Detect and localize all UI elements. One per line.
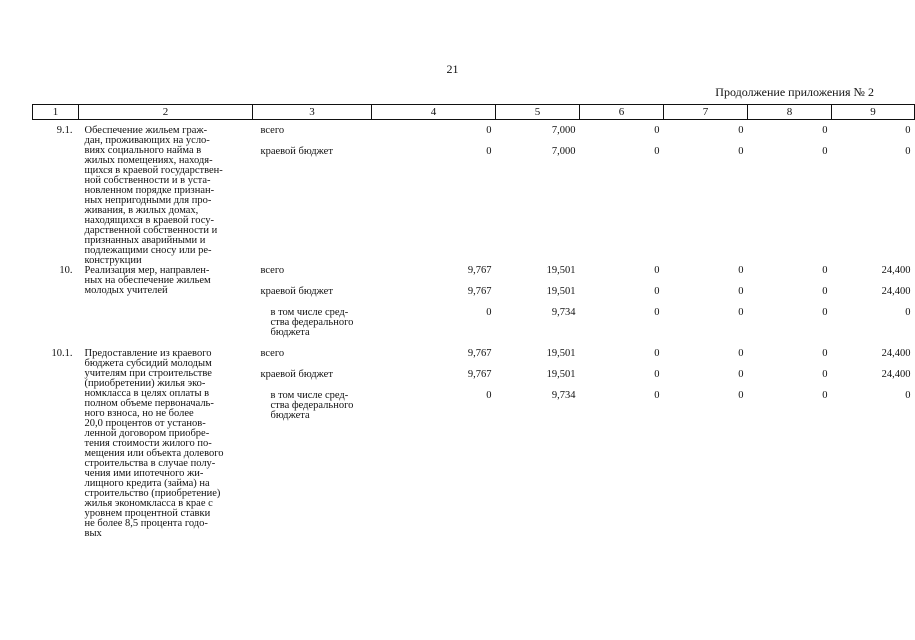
value-cell: 0 [654,390,660,401]
column-number: 9 [832,105,915,120]
funding-source-column [253,266,372,349]
value-column [580,266,664,349]
table-row [33,126,915,266]
value-cell: 9,767 [467,286,492,297]
value-cell: 0 [738,125,744,136]
value-column [580,349,664,539]
value-cell: 9,734 [551,307,576,318]
funding-source: краевой бюджет [260,286,333,297]
funding-source: краевой бюджет [260,369,333,380]
value-column [372,266,496,349]
value-cell: 0 [905,125,911,136]
column-number-row [33,105,915,120]
value-cell: 0 [738,307,744,318]
row-index: 10.1. [51,348,73,359]
value-column [496,349,580,539]
value-cell: 0 [738,390,744,401]
value-column [664,349,748,539]
funding-source: в том числе сред- ства федерального бюджета [270,307,354,338]
value-cell: 19,501 [546,369,576,380]
value-column [496,126,580,266]
column-number: 2 [79,105,253,120]
row-description: Обеспечение жильем граж- дан, проживающих на усло- виях социального найма в жилых помещениях, находя- щихся в краевой государствен- ной собственности и в уста- новленном порядке признан- ных непригодными для про- живания, в жилых домах, находящихся в краевой госу- дарственной собственности и признанных аварийными и подлежащими сносу или ре- конструкции [84,125,223,266]
value-column [372,126,496,266]
value-cell: 0 [822,125,828,136]
value-column [664,126,748,266]
value-cell: 0 [654,369,660,380]
table-body [33,120,915,540]
column-number: 4 [372,105,496,120]
value-column [748,349,832,539]
value-cell: 0 [486,390,492,401]
value-cell: 19,501 [546,265,576,276]
value-cell: 0 [654,307,660,318]
column-number: 1 [33,105,79,120]
row-description: Реализация мер, направлен- ных на обеспечение жильем молодых учителей [84,265,211,296]
value-cell: 0 [654,348,660,359]
value-cell: 0 [738,286,744,297]
value-column [372,349,496,539]
row-description: Предоставление из краевого бюджета субсидий молодым учителям при строительстве (приобретении) жилья эко- номкласса в целях оплаты в полном объеме первоначаль- ного взноса, но не более 20,0 процентов от установ- ленной договором приобре- тения стоимости жилого по- мещения или объекта долевого строительства в случае полу- чения ими ипотечного жи- лищного кредита (займа) на строительство (приобретение) жилья экономкласса в крае с уровнем процентной ставки не более 8,5 процента годо- вых [84,348,224,539]
column-number: 3 [253,105,372,120]
value-cell: 0 [654,146,660,157]
value-column [748,126,832,266]
value-column [580,126,664,266]
value-cell: 24,400 [881,348,911,359]
budget-table [32,104,915,539]
value-cell: 9,767 [467,348,492,359]
funding-source: в том числе сред- ства федерального бюджета [270,390,354,421]
value-cell: 0 [822,369,828,380]
column-number: 6 [580,105,664,120]
value-cell: 24,400 [881,369,911,380]
value-cell: 0 [822,307,828,318]
value-cell: 0 [905,307,911,318]
value-cell: 9,767 [467,265,492,276]
column-number: 7 [664,105,748,120]
funding-source: всего [260,125,285,136]
value-cell: 7,000 [551,125,576,136]
value-cell: 0 [822,348,828,359]
value-cell: 9,767 [467,369,492,380]
value-cell: 24,400 [881,265,911,276]
row-index: 10. [59,265,73,276]
value-cell: 0 [486,125,492,136]
value-cell: 0 [738,369,744,380]
value-cell: 0 [654,125,660,136]
value-column [496,266,580,349]
value-cell: 0 [905,390,911,401]
value-cell: 0 [738,348,744,359]
table-row [33,266,915,349]
value-cell: 7,000 [551,146,576,157]
value-cell: 0 [654,265,660,276]
funding-source: краевой бюджет [260,146,333,157]
table-row [33,349,915,539]
column-number: 8 [748,105,832,120]
value-column [832,349,915,539]
value-column [748,266,832,349]
value-cell: 0 [822,265,828,276]
value-cell: 0 [738,265,744,276]
continuation-label: Продолжение приложения № 2 [715,85,874,99]
value-cell: 9,734 [551,390,576,401]
value-cell: 24,400 [881,286,911,297]
page-number: 21 [446,62,459,76]
value-cell: 0 [822,286,828,297]
value-cell: 0 [654,286,660,297]
funding-source-column [253,126,372,266]
column-number: 5 [496,105,580,120]
row-index: 9.1. [56,125,73,136]
value-cell: 0 [822,146,828,157]
value-cell: 0 [486,307,492,318]
value-cell: 0 [738,146,744,157]
funding-source-column [253,349,372,539]
funding-source: всего [260,265,285,276]
value-cell: 19,501 [546,348,576,359]
funding-source: всего [260,348,285,359]
value-cell: 19,501 [546,286,576,297]
value-cell: 0 [486,146,492,157]
value-cell: 0 [905,146,911,157]
value-column [832,266,915,349]
value-cell: 0 [822,390,828,401]
value-column [664,266,748,349]
value-column [832,126,915,266]
